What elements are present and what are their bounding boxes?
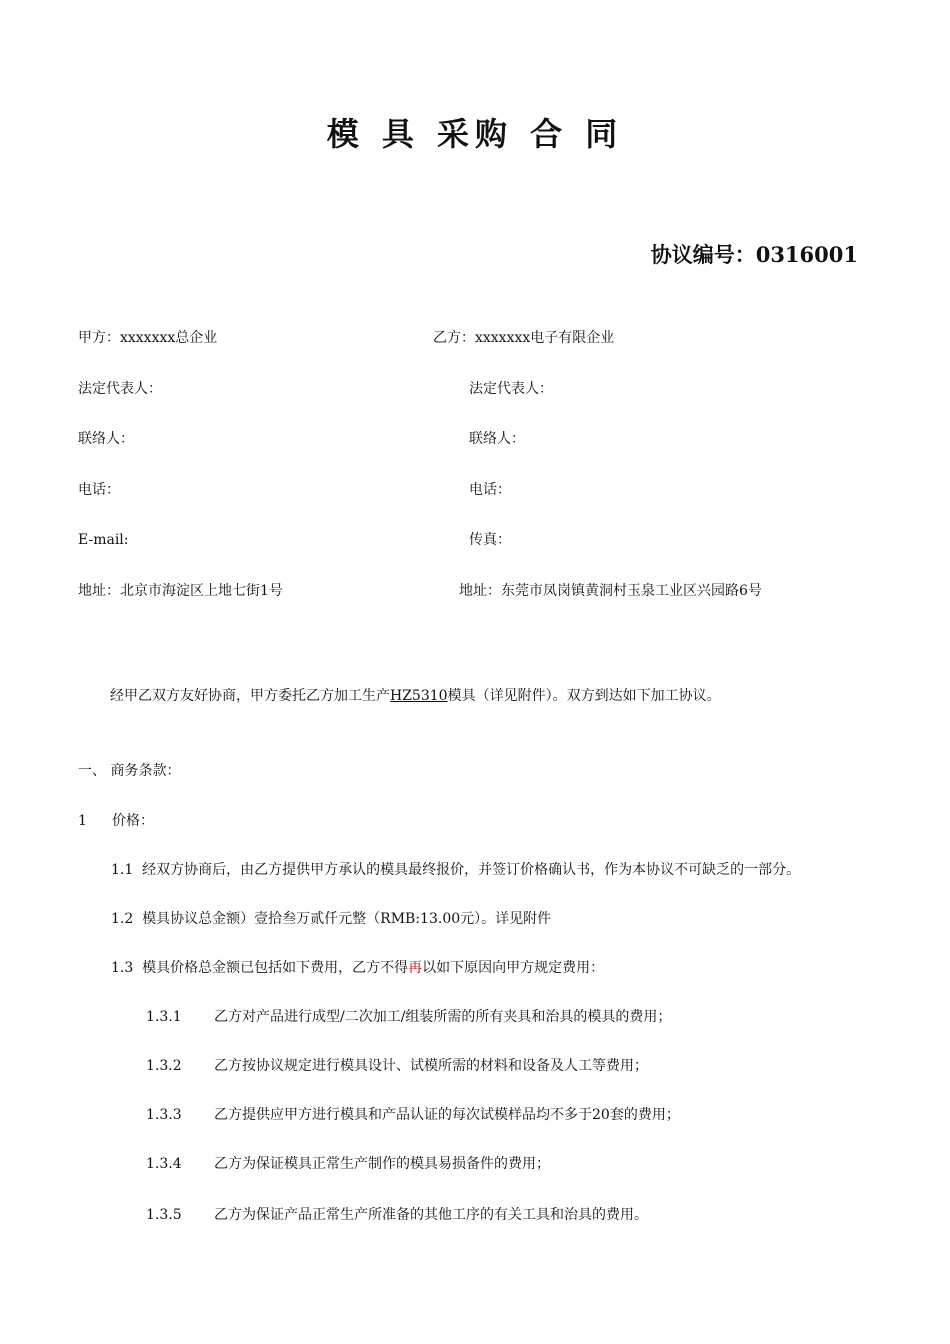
clause-number: 1.3.1 <box>146 1009 182 1025</box>
document-title: 模 具 采购 合 同 <box>326 115 624 153</box>
clause-text: 乙方为保证产品正常生产所准备的其他工序的有关工具和治具的费用。 <box>214 1207 648 1223</box>
intro-model-number: HZ5310 <box>390 688 448 704</box>
clause-text: 模具协议总金额）壹拾叁万贰仟元整（RMB:13.00元）。详见附件 <box>142 911 552 927</box>
agreement-number: 协议编号：0316001 <box>650 242 858 267</box>
clause-number: 1.3.5 <box>146 1207 182 1223</box>
clause-text-after: 以如下原因向甲方规定费用： <box>422 960 605 976</box>
party-a-name: 甲方：xxxxxxx总企业 <box>78 330 218 346</box>
clause-number: 1.3.4 <box>146 1156 182 1172</box>
clause-text: 乙方按协议规定进行模具设计、试模所需的材料和设备及人工等费用； <box>214 1058 648 1074</box>
party-a-contact: 联络人： <box>78 431 134 447</box>
party-a-address: 地址：北京市海淀区上地七街1号 <box>78 583 283 599</box>
clause-text: 经双方协商后，由乙方提供甲方承认的模具最终报价，并签订价格确认书，作为本协议不可缺乏的一部分。 <box>142 862 801 878</box>
clause-number: 1 <box>78 813 87 829</box>
clause-text: 乙方为保证模具正常生产制作的模具易损备件的费用； <box>214 1156 550 1172</box>
party-b-phone: 电话： <box>469 482 511 498</box>
intro-text-after: 模具（详见附件）。双方到达如下加工协议。 <box>447 688 721 704</box>
clause-1-2 <box>111 909 551 929</box>
clause-highlight: 再 <box>408 960 423 976</box>
clause-number: 1.3.2 <box>146 1058 182 1074</box>
party-b-fax: 传真： <box>469 532 511 548</box>
clause-1 <box>78 811 154 831</box>
party-b-address: 地址：东莞市凤岗镇黄洞村玉泉工业区兴园路6号 <box>459 583 762 599</box>
intro-paragraph <box>110 686 721 706</box>
party-a-phone: 电话： <box>78 482 120 498</box>
clause-1-3 <box>111 958 604 978</box>
clause-1-3-5 <box>146 1205 648 1225</box>
clause-text: 乙方提供应甲方进行模具和产品认证的每次试模样品均不多于20套的费用； <box>214 1107 680 1123</box>
party-a-legal-rep: 法定代表人： <box>78 381 162 397</box>
clause-1-3-1 <box>146 1007 671 1027</box>
clause-number: 1.3.3 <box>146 1107 182 1123</box>
party-b-legal-rep: 法定代表人： <box>469 381 553 397</box>
clause-number: 1.1 <box>111 862 134 878</box>
party-b-name: 乙方：xxxxxxx电子有限企业 <box>433 330 615 346</box>
party-a-email: E-mail: <box>78 532 129 548</box>
clause-1-3-4 <box>146 1154 550 1174</box>
clause-text: 乙方对产品进行成型/二次加工/组装所需的所有夹具和治具的模具的费用； <box>214 1009 672 1025</box>
clause-1-1 <box>111 860 800 880</box>
party-b-contact: 联络人： <box>469 431 525 447</box>
clause-number: 1.2 <box>111 911 134 927</box>
clause-1-3-3 <box>146 1105 680 1125</box>
clause-number: 1.3 <box>111 960 134 976</box>
clause-1-3-2 <box>146 1056 648 1076</box>
clause-text-before: 模具价格总金额已包括如下费用，乙方不得 <box>142 960 409 976</box>
section-heading-commercial: 一、 商务条款： <box>78 763 181 779</box>
intro-text-before: 经甲乙双方友好协商，甲方委托乙方加工生产 <box>110 688 390 704</box>
clause-text: 价格： <box>112 813 154 829</box>
